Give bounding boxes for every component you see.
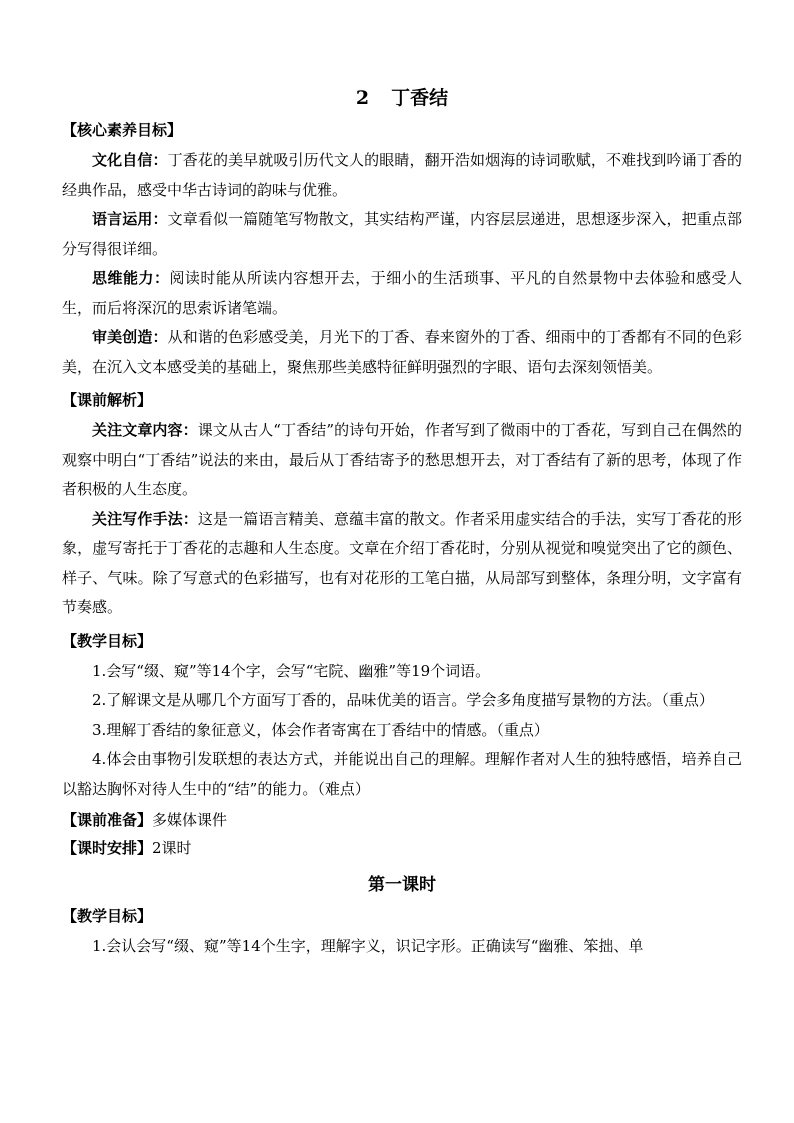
paragraph-lead: 关注文章内容： <box>92 421 198 439</box>
paragraph-text: 阅读时能从所读内容想开去，于细小的生活琐事、平凡的自然景物中去体验和感受人生，而后将深沉的思索诉诸笔端。 <box>62 269 742 317</box>
time-label: 【课时安排】 <box>62 839 153 857</box>
paragraph-article-content <box>62 416 742 505</box>
goal-item-1-lesson1: 1.会认会写“缀、窥”等14个生字，理解字义，识记字形。正确读写“幽雅、笨拙、单 <box>92 937 644 955</box>
paragraph-cultural-confidence <box>62 146 742 205</box>
paragraph-text: 课文从古人“丁香结”的诗句开始，作者写到了微雨中的丁香花，写到自己在偶然的观察中明白“丁香结”说法的来由，最后从丁香结寄予的愁思想开去，对丁香结有了新的思考，体现了作者积极的人生态度。 <box>62 421 742 498</box>
lesson-period-title: 第一课时 <box>368 875 436 895</box>
paragraph-language-use <box>62 205 742 264</box>
prep-line <box>62 810 742 830</box>
goal-item-2: 2.了解课文是从哪几个方面写丁香的，品味优美的语言。学会多角度描写景物的方法。（重点） <box>92 691 714 709</box>
prep-value: 多媒体课件 <box>152 811 228 829</box>
paragraph-text: 丁香花的美早就吸引历代文人的眼睛，翻开浩如烟海的诗词歌赋，不难找到吟诵丁香的经典作品，感受中华古诗词的韵味与优雅。 <box>62 151 742 199</box>
lesson-number: 2 <box>355 87 370 109</box>
paragraph-thinking-ability <box>62 264 742 323</box>
paragraph-lead: 审美创造： <box>92 328 168 346</box>
goal-item-1: 1.会写“缀、窥”等14个字，会写“宅院、幽雅”等19个词语。 <box>92 661 491 680</box>
document-page <box>62 84 742 962</box>
paragraph-text: 文章看似一篇随笔写物散文，其实结构严谨，内容层层递进，思想逐步深入，把重点部分写得很详细。 <box>62 210 742 258</box>
paragraph-lead: 文化自信： <box>92 151 168 169</box>
time-value: 2课时 <box>152 839 192 857</box>
goal-item-4: 4.体会由事物引发联想的表达方式，并能说出自己的理解。理解作者对人生的独特感悟，培养自己以豁达胸怀对待人生中的“结”的能力。（难点） <box>62 750 742 798</box>
paragraph-lead: 语言运用： <box>92 210 168 228</box>
time-line <box>62 838 742 858</box>
section-heading-teaching-goals: 【教学目标】 <box>62 631 153 650</box>
section-heading-teaching-goals-2: 【教学目标】 <box>62 907 153 925</box>
section-heading-preview-analysis: 【课前解析】 <box>62 391 153 409</box>
paragraph-text: 从和谐的色彩感受美，月光下的丁香、春来窗外的丁香、细雨中的丁香都有不同的色彩美，在沉入文本感受美的基础上，聚焦那些美感特征鲜明强烈的字眼、语句去深刻领悟美。 <box>62 328 742 376</box>
paragraph-lead: 思维能力： <box>92 269 170 287</box>
paragraph-lead: 关注写作手法： <box>92 509 198 528</box>
prep-label: 【课前准备】 <box>62 811 153 829</box>
lesson-title-text: 丁香结 <box>391 87 449 109</box>
paragraph-writing-technique <box>62 505 742 623</box>
paragraph-text: 这是一篇语言精美、意蕴丰富的散文。作者采用虚实结合的手法，实写丁香花的形象，虚写寄托于丁香花的志趣和人生态度。文章在介绍丁香花时，分别从视觉和嗅觉突出了它的颜色、样子、气味。除了写意式的色彩描写，也有对花形的工笔白描，从局部写到整体，条理分明，文字富有节奏感。 <box>62 509 742 616</box>
section-heading-core-goals: 【核心素养目标】 <box>62 121 183 139</box>
paragraph-aesthetic-creation <box>62 323 742 382</box>
goal-item-3: 3.理解丁香结的象征意义，体会作者寄寓在丁香结中的情感。（重点） <box>92 720 549 739</box>
document-title <box>62 84 742 112</box>
